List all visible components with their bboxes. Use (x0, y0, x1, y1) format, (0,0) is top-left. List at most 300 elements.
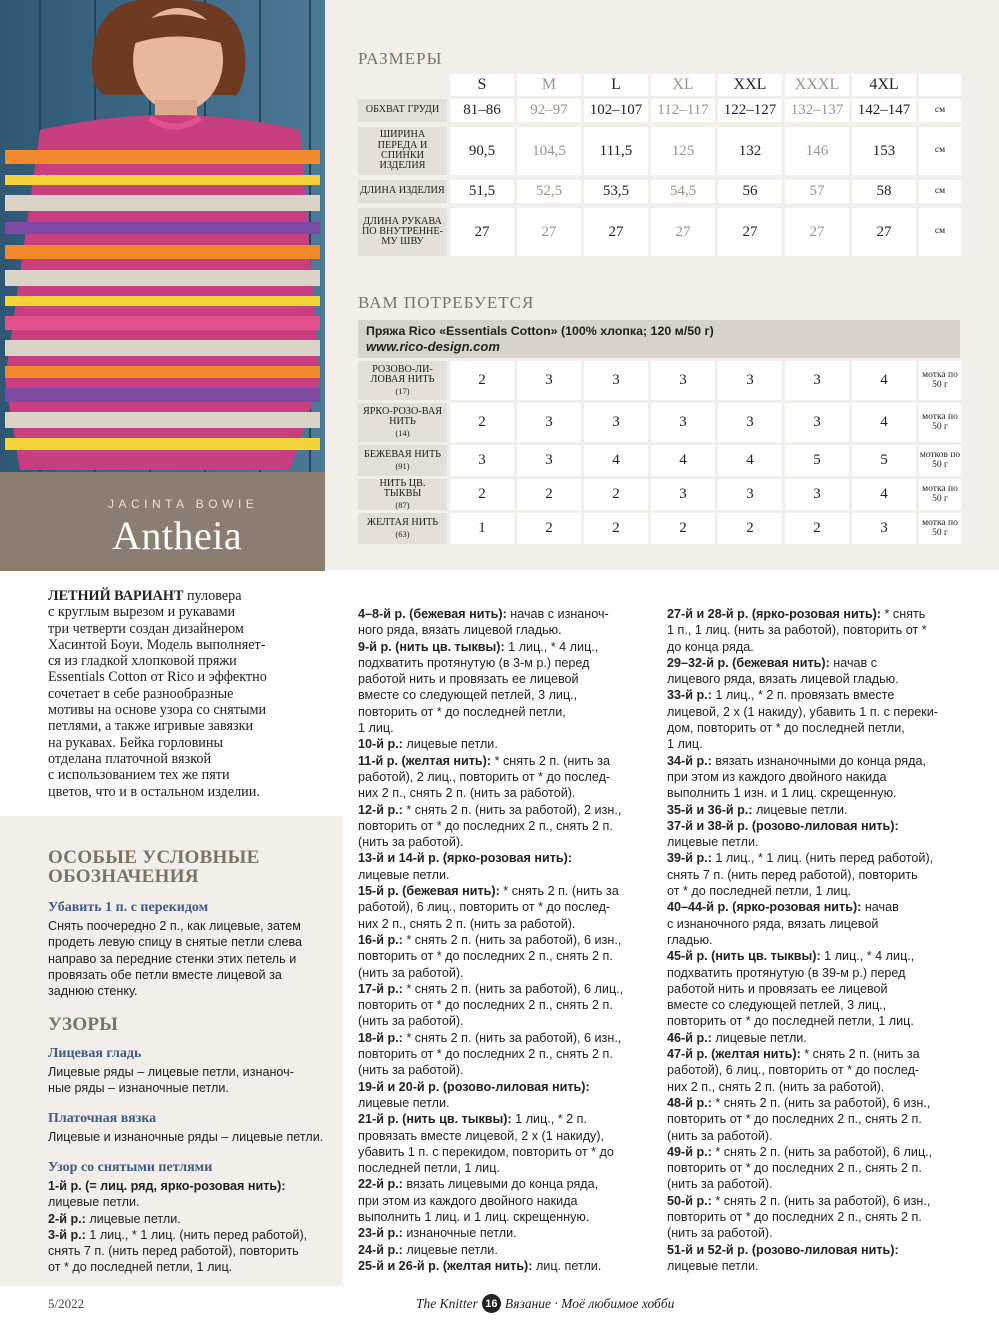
row-text: * снять 2 п. (нить за работой), 6 изн., (711, 1095, 931, 1110)
instruction-line (667, 785, 967, 801)
row-label: 13-й и 14-й р. (ярко-розовая нить): (358, 851, 573, 866)
size-row (358, 180, 961, 203)
row-text: повторить от * до последних 2 п., снять 2 п. (358, 1047, 613, 1062)
row-text: ного ряда, вязать лицевой гладью. (358, 623, 562, 638)
yarn-quantity: 3 (651, 361, 715, 400)
instructions-column-1 (358, 606, 658, 1274)
size-unit: см (919, 180, 961, 203)
row-text: провязать вместе лицевой, 2 х (1 накиду), (358, 1128, 605, 1143)
yarn-color-code: (14) (395, 427, 410, 438)
row-text: * снять 2 п. (нить за (800, 1047, 920, 1062)
slip-row-line (48, 1194, 340, 1210)
instruction-line (667, 1258, 967, 1274)
instruction-line (667, 606, 967, 622)
row-text: (нить за работой). (358, 1014, 464, 1029)
row-text: убавить 1 п. с перекидом, повторить от * до (358, 1144, 614, 1159)
instruction-line (358, 687, 658, 703)
yarn-row-label (358, 445, 447, 476)
stockinette-body: Лицевые ряды – лицевые петли, изнаноч- ные ряды – изнаночные петли. (48, 1065, 294, 1096)
row-text: повторить от * до последних 2 п., снять 2 п. (667, 1161, 922, 1176)
yarn-quantity: 3 (718, 479, 782, 510)
row-text: работой нить и провязать ее лицевой (667, 981, 888, 996)
size-header-2: L (584, 74, 648, 96)
instruction-line (358, 1030, 658, 1046)
instruction-line (667, 834, 967, 850)
yarn-description: Пряжа Rico «Essentials Cotton» (100% хлопка; 120 м/50 г) (366, 324, 714, 338)
instruction-line (358, 1111, 658, 1127)
instruction-line (358, 981, 658, 997)
instruction-line (667, 1046, 967, 1062)
yarn-band (358, 320, 960, 358)
yarn-unit: мотка по 50 г (919, 479, 961, 510)
size-value: 132 (718, 127, 782, 175)
instruction-line (358, 769, 658, 785)
yarn-quantity: 4 (718, 445, 782, 476)
yarn-row-label (358, 479, 447, 510)
instruction-line (358, 948, 658, 964)
instruction-line (358, 1225, 658, 1241)
row-text: снять 7 п. (нить перед работой), повторить (48, 1244, 299, 1259)
instruction-line (667, 1225, 967, 1241)
instruction-line (667, 753, 967, 769)
size-value: 81–86 (450, 99, 514, 122)
row-text: 1 лиц., * 4 лиц., (820, 949, 915, 964)
corner-cell (358, 74, 447, 96)
instruction-line (667, 769, 967, 785)
yarn-color-name: НИТЬ ЦВ. ТЫКВЫ (379, 478, 426, 500)
instruction-line (667, 655, 967, 671)
yarn-quantity: 2 (517, 513, 581, 544)
instruction-line (667, 899, 967, 915)
row-text: (нить за работой). (667, 1128, 773, 1143)
row-label: 45-й р. (нить цв. тыквы): (667, 949, 821, 964)
instruction-line (667, 818, 967, 834)
slip-row-line (48, 1227, 340, 1243)
yarn-quantity: 2 (651, 513, 715, 544)
instruction-line (358, 1144, 658, 1160)
row-text: вместе со следующей петлей, 3 лиц., (667, 998, 887, 1013)
size-header-3: XL (651, 74, 715, 96)
yarn-quantity: 3 (852, 513, 916, 544)
yarn-quantity: 3 (785, 361, 849, 400)
yarn-row-label (358, 513, 447, 544)
instruction-line (667, 916, 967, 932)
row-label: 19-й и 20-й р. (розово-лиловая нить): (358, 1079, 590, 1094)
yarn-quantity: 2 (718, 513, 782, 544)
row-text: начав (861, 900, 899, 915)
row-text: лицевой, 2 х (1 накиду), убавить 1 п. с переки- (667, 704, 938, 719)
row-text: вязать лицевыми до конца ряда, (402, 1177, 599, 1192)
row-text: лицевые петли. (85, 1211, 181, 1226)
row-label: 18-й р.: (358, 1030, 403, 1045)
size-value: 92–97 (517, 99, 581, 122)
row-label: 35-й и 36-й р.: (667, 802, 753, 817)
size-value: 27 (651, 208, 715, 256)
size-row (358, 99, 961, 122)
row-text: от * до последней петли, 1 лиц. (48, 1260, 233, 1275)
row-label: 25-й и 26-й р. (желтая нить): (358, 1258, 533, 1273)
row-text: гладью. (667, 932, 713, 947)
yarn-quantity: 3 (651, 403, 715, 442)
size-unit: см (919, 127, 961, 175)
row-label: 9-й р. (нить цв. тыквы): (358, 639, 505, 654)
row-label: 21-й р. (нить цв. тыквы): (358, 1112, 512, 1127)
row-text: лицевые петли. (667, 1258, 759, 1273)
size-value: 27 (852, 208, 916, 256)
row-text: повторить от * до последних 2 п., снять 2 п. (667, 1209, 922, 1224)
row-text: * снять (881, 607, 926, 621)
instruction-line (358, 899, 658, 915)
size-value: 112–117 (651, 99, 715, 122)
yarn-row-label (358, 403, 447, 442)
row-text: 1 лиц., * 1 лиц. (нить перед работой), (85, 1227, 308, 1242)
instruction-line (667, 622, 967, 638)
row-text: при этом из каждого двойного накида (358, 1193, 578, 1208)
row-label: 17-й р.: (358, 981, 403, 996)
instruction-line (358, 818, 658, 834)
row-label: 10-й р.: (358, 737, 403, 752)
instruction-line (667, 1111, 967, 1127)
row-label: 50-й р.: (667, 1193, 712, 1208)
instruction-line (667, 1030, 967, 1046)
row-label: 27-й и 28-й р. (ярко-розовая нить): (667, 607, 882, 621)
row-text: дом, повторить от * до последней петли, (667, 721, 905, 736)
instruction-line (667, 687, 967, 703)
row-text: 1 лиц. (358, 721, 394, 736)
instruction-line (358, 655, 658, 671)
row-label: 1-й р. (= лиц. ряд, ярко-розовая нить): (48, 1179, 286, 1193)
row-text: (нить за работой). (667, 1177, 773, 1192)
row-text: * снять 2 п. (нить за (499, 884, 619, 899)
yarn-quantity: 4 (584, 445, 648, 476)
yarn-unit: мотка по 50 г (919, 361, 961, 400)
instruction-line (358, 1193, 658, 1209)
materials-heading: ВАМ ПОТРЕБУЕТСЯ (358, 293, 535, 312)
yarn-quantity: 3 (517, 403, 581, 442)
yarn-quantity: 3 (718, 361, 782, 400)
instruction-line (358, 606, 658, 622)
yarn-quantity: 4 (852, 361, 916, 400)
size-row-label: ДЛИНА ИЗДЕЛИЯ (358, 180, 447, 203)
size-value: 90,5 (450, 127, 514, 175)
instruction-line (358, 850, 658, 866)
intro-lead: ЛЕТНИЙ ВАРИАНТ (48, 588, 184, 604)
size-header-6: 4XL (852, 74, 916, 96)
row-label: 4–8-й р. (бежевая нить): (358, 607, 507, 621)
yarn-row-label (358, 361, 447, 400)
row-text: 1 лиц., * 4 лиц., (504, 639, 599, 654)
decrease-title: Убавить 1 п. с перекидом (48, 900, 209, 915)
size-unit: см (919, 208, 961, 256)
row-text: лицевые петли. (402, 737, 498, 752)
row-text: выполнить 1 изн. и 1 лиц. скрещенную. (667, 786, 897, 801)
instruction-line (667, 704, 967, 720)
instruction-line (358, 1128, 658, 1144)
yarn-color-name: РОЗОВО-ЛИ-ЛОВАЯ НИТЬ (370, 364, 435, 386)
row-label: 34-й р.: (667, 753, 712, 768)
instruction-line (667, 850, 967, 866)
row-label: 11-й р. (желтая нить): (358, 753, 492, 768)
yarn-quantity: 4 (651, 445, 715, 476)
row-text: начав с (829, 655, 878, 670)
size-value: 27 (785, 208, 849, 256)
row-label: 15-й р. (бежевая нить): (358, 884, 500, 899)
size-row (358, 208, 961, 256)
yarn-color-code: (91) (395, 460, 410, 471)
instruction-line (358, 916, 658, 932)
row-label: 33-й р.: (667, 688, 712, 703)
instruction-line (667, 867, 967, 883)
row-text: снять 7 п. (нить перед работой), повторить (667, 867, 918, 882)
size-value: 27 (718, 208, 782, 256)
size-row-label: ДЛИНА РУКАВА ПО ВНУТРЕННЕ-МУ ШВУ (358, 208, 447, 256)
instruction-line (667, 736, 967, 752)
row-text: 1 лиц. (667, 737, 703, 752)
instruction-line (358, 785, 658, 801)
yarn-color-code: (87) (395, 499, 410, 510)
row-text: лиц. петли. (532, 1258, 602, 1273)
instruction-line (667, 720, 967, 736)
row-label: 48-й р.: (667, 1095, 712, 1110)
yarn-color-code: (63) (395, 528, 410, 539)
instruction-line (667, 802, 967, 818)
instruction-line (358, 1095, 658, 1111)
row-text: 1 лиц., * 2 п. провязать вместе (711, 688, 895, 703)
size-header-4: XXL (718, 74, 782, 96)
instruction-line (667, 1013, 967, 1029)
yarn-quantity: 2 (785, 513, 849, 544)
instruction-line (358, 1013, 658, 1029)
instruction-line (667, 1160, 967, 1176)
row-text: * снять 2 п. (нить за работой), 6 изн., (402, 1030, 622, 1045)
instruction-line (667, 639, 967, 655)
size-value: 125 (651, 127, 715, 175)
page-number: 16 (482, 1294, 501, 1313)
yarn-quantity: 2 (517, 479, 581, 510)
instruction-line (358, 997, 658, 1013)
row-text: выполнить 1 лиц. и 1 лиц. скрещенную. (358, 1209, 590, 1224)
row-text: * снять 2 п. (нить за работой), 6 изн., (402, 932, 622, 947)
instruction-line (358, 834, 658, 850)
stockinette-title: Лицевая гладь (48, 1046, 142, 1061)
instructions-column-2 (667, 606, 967, 1274)
slip-pattern-body (48, 1178, 340, 1276)
row-text: изнаночные петли. (402, 1226, 517, 1241)
row-text: повторить от * до последних 2 п., снять 2 п. (358, 949, 613, 964)
size-value: 51,5 (450, 180, 514, 203)
instruction-line (667, 1062, 967, 1078)
instruction-line (358, 802, 658, 818)
row-text: (нить за работой). (667, 1226, 773, 1241)
slip-row-line (48, 1178, 340, 1194)
row-text: до конца ряда. (667, 639, 754, 654)
row-text: подхватить протянутую (в 39-м р.) перед (667, 965, 906, 980)
yarn-quantity: 2 (450, 361, 514, 400)
instruction-line (358, 1242, 658, 1258)
row-text: работой), 6 лиц., повторить от * до послед- (667, 1063, 920, 1078)
instruction-line (358, 671, 658, 687)
row-label: 16-й р.: (358, 932, 403, 947)
instruction-line (667, 1209, 967, 1225)
size-row-label: ШИРИНА ПЕРЕДА И СПИНКИ ИЗДЕЛИЯ (358, 127, 447, 175)
row-text: (нить за работой). (358, 1063, 464, 1078)
size-header-5: XXXL (785, 74, 849, 96)
row-text: них 2 п., снять 2 п. (нить за работой). (358, 916, 576, 931)
instruction-line (358, 1258, 658, 1274)
size-value: 58 (852, 180, 916, 203)
row-text: * снять 2 п. (нить за работой), 2 изн., (402, 802, 622, 817)
row-label: 2-й р.: (48, 1211, 86, 1226)
instruction-line (667, 932, 967, 948)
designer-name: JACINTA BOWIE (108, 497, 259, 511)
instruction-line (667, 948, 967, 964)
instruction-line (667, 997, 967, 1013)
size-row-label: ОБХВАТ ГРУДИ (358, 99, 447, 122)
row-text: повторить от * до последних 2 п., снять 2 п. (358, 998, 613, 1013)
row-text: * снять 2 п. (нить за работой), 6 изн., (711, 1193, 931, 1208)
row-label: 49-й р.: (667, 1144, 712, 1159)
yarn-quantity: 3 (517, 445, 581, 476)
yarn-quantity: 4 (852, 403, 916, 442)
gutter (325, 0, 343, 570)
row-text: повторить от * до последней петли, 1 лиц. (667, 1014, 914, 1029)
row-label: 47-й р. (желтая нить): (667, 1047, 801, 1062)
row-text: * снять 2 п. (нить за (491, 753, 610, 768)
yarn-quantity: 4 (852, 479, 916, 510)
instruction-line (358, 883, 658, 899)
footer (416, 1294, 674, 1313)
instruction-line (667, 965, 967, 981)
yarn-url[interactable]: www.rico-design.com (366, 339, 500, 354)
instruction-line (358, 622, 658, 638)
row-text: лицевые петли. (402, 1242, 498, 1257)
instruction-line (667, 671, 967, 687)
row-label: 37-й и 38-й р. (розово-лиловая нить): (667, 818, 899, 833)
size-value: 111,5 (584, 127, 648, 175)
slip-pattern-title: Узор со снятыми петлями (48, 1160, 213, 1175)
sizes-header-row (358, 74, 961, 96)
size-row (358, 127, 961, 175)
size-value: 27 (450, 208, 514, 256)
row-label: 51-й и 52-й р. (розово-лиловая нить): (667, 1242, 899, 1257)
instruction-line (358, 1209, 658, 1225)
unit-header-blank (919, 74, 961, 96)
row-text: подхватить протянутую (в 3-м р.) перед (358, 655, 590, 670)
row-text: 1 п., 1 лиц. (нить за работой), повторить от * (667, 623, 927, 638)
instruction-line (358, 1079, 658, 1095)
issue-number: 5/2022 (48, 1296, 85, 1311)
decrease-body: Снять поочередно 2 п., как лицевые, затем продеть левую спицу в снятые петли слева направо за передние стенки этих петель и провязать обе петли вместе лицевой за заднюю стенку. (48, 919, 303, 999)
instruction-line (358, 753, 658, 769)
instruction-line (358, 1160, 658, 1176)
size-value: 57 (785, 180, 849, 203)
row-text: них 2 п., снять 2 п. (нить за работой). (667, 1079, 885, 1094)
instruction-line (358, 867, 658, 883)
instruction-line (358, 965, 658, 981)
size-value: 27 (517, 208, 581, 256)
row-label: 22-й р.: (358, 1177, 403, 1192)
instruction-line (358, 932, 658, 948)
row-label: 29–32-й р. (бежевая нить): (667, 655, 830, 670)
size-value: 52,5 (517, 180, 581, 203)
row-text: * снять 2 п. (нить за работой), 6 лиц., (402, 981, 624, 996)
size-value: 104,5 (517, 127, 581, 175)
yarn-quantity: 2 (450, 403, 514, 442)
size-header-1: M (517, 74, 581, 96)
size-value: 153 (852, 127, 916, 175)
instruction-line (358, 1046, 658, 1062)
instruction-line (667, 1128, 967, 1144)
yarn-quantity: 3 (785, 479, 849, 510)
yarn-quantity: 2 (584, 513, 648, 544)
yarn-quantity: 3 (584, 403, 648, 442)
size-value: 53,5 (584, 180, 648, 203)
slip-row-line (48, 1243, 340, 1259)
row-text: повторить от * до последних 2 п., снять 2 п. (358, 818, 613, 833)
garter-body: Лицевые и изнаночные ряды – лицевые петли. (48, 1130, 324, 1144)
yarn-quantity: 5 (785, 445, 849, 476)
magazine-tagline: Вязание · Моё любимое хобби (504, 1295, 675, 1311)
row-text: повторить от * до последней петли, (358, 704, 566, 719)
size-value: 132–137 (785, 99, 849, 122)
yarn-quantity: 2 (584, 479, 648, 510)
instruction-line (358, 704, 658, 720)
row-text: лицевые петли. (358, 1095, 450, 1110)
row-text: работой), 6 лиц., повторить от * до послед- (358, 900, 611, 915)
instruction-line (667, 1144, 967, 1160)
yarn-row (358, 361, 961, 400)
row-label: 23-й р.: (358, 1226, 403, 1241)
row-text: них 2 п., снять 2 п. (нить за работой). (358, 786, 576, 801)
instruction-line (358, 1176, 658, 1192)
size-value: 146 (785, 127, 849, 175)
row-label: 40–44-й р. (ярко-розовая нить): (667, 900, 862, 915)
row-text: с изнаночного ряда, вязать лицевой (667, 916, 879, 931)
photo-woman-striped-sweater (0, 0, 325, 472)
row-text: * снять 2 п. (нить за работой), 6 лиц., (711, 1144, 933, 1159)
special-abbreviations-heading: ОСОБЫЕ УСЛОВНЫЕ ОБОЗНАЧЕНИЯ (48, 847, 260, 887)
yarn-quantity: 1 (450, 513, 514, 544)
slip-row-line (48, 1259, 340, 1275)
yarn-quantity: 5 (852, 445, 916, 476)
size-value: 122–127 (718, 99, 782, 122)
row-text: вязать изнаночными до конца ряда, (711, 753, 926, 768)
yarn-row (358, 445, 961, 476)
row-text: лицевого ряда, вязать лицевой гладью. (667, 672, 899, 687)
row-text: работой нить и провязать ее лицевой (358, 672, 579, 687)
row-text: повторить от * до последних 2 п., снять 2 п. (667, 1112, 922, 1127)
sizes-heading: РАЗМЕРЫ (358, 49, 443, 68)
row-text: начав с изнаноч- (506, 607, 609, 621)
yarn-row (358, 479, 961, 510)
size-value: 54,5 (651, 180, 715, 203)
row-text: лицевые петли. (358, 867, 450, 882)
intro-text: ЛЕТНИЙ ВАРИАНТ пуловера с круглым вырезом и рукавами три четверти создан дизайнером Хасинтой Боуи. Модель выполняет- ся из гладкой хлопковой пряжи Essentials Cotton от Rico и эффектно сочетает в себе разнообразные мотивы на основе узора со снятыми петлями, а также игривые завязки на рукавах. Бейка горловины отделана платочной вязкой с использованием тех же пяти цветов, что и в остальном изделии. (48, 588, 267, 800)
magazine-name: The Knitter (416, 1295, 478, 1311)
row-text: вместе со следующей петлей, 3 лиц., (358, 688, 578, 703)
cover-photo (0, 0, 325, 472)
yarn-color-name: БЕЖЕВАЯ НИТЬ (363, 449, 442, 461)
yarn-color-name: ЯРКО-РОЗО-ВАЯ НИТЬ (362, 406, 443, 428)
yarn-quantity: 3 (651, 479, 715, 510)
instruction-line (667, 981, 967, 997)
patterns-heading: УЗОРЫ (48, 1014, 119, 1035)
yarn-color-code: (17) (395, 385, 410, 396)
instruction-line (358, 639, 658, 655)
size-value: 142–147 (852, 99, 916, 122)
yarn-unit: мотка по 50 г (919, 403, 961, 442)
yarn-quantity: 3 (584, 361, 648, 400)
